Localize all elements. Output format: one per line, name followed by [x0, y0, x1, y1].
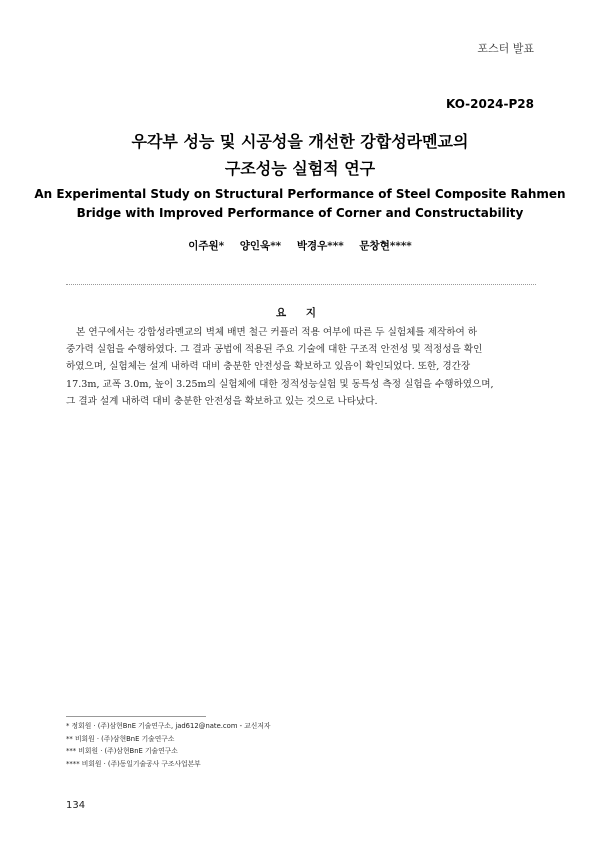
page-number: 134: [66, 800, 86, 811]
abstract-heading: 요 지: [276, 307, 324, 319]
footnote: *** 비회원 · (주)삼현BnE 기술연구소: [66, 747, 178, 756]
footnote: ** 비회원 · (주)삼현BnE 기술연구소: [66, 734, 175, 743]
title-korean-line: 구조성능 실험적 연구: [224, 159, 376, 178]
paper-code: KO-2024-P28: [445, 97, 534, 111]
divider: [66, 284, 536, 285]
author: 양인욱**: [239, 240, 282, 252]
title-english: [0, 185, 600, 223]
footnote: * 정회원 · (주)삼현BnE 기술연구소, jad612@nate.com - 교신저자: [66, 722, 271, 730]
author: 박경우***: [296, 240, 344, 252]
abstract-body: [66, 324, 536, 410]
title-korean: [0, 128, 600, 182]
footnote-divider: [66, 716, 206, 717]
title-english-line: An Experimental Study on Structural Performance of Steel Composite Rahmen: [34, 187, 566, 201]
title-korean-line: 우각부 성능 및 시공성을 개선한 강합성라멘교의: [131, 132, 469, 151]
abstract-line: 그 결과 설계 내하력 대비 충분한 안전성을 확보하고 있는 것으로 나타났다.: [66, 395, 378, 407]
title-english-line: Bridge with Improved Performance of Corner and Constructability: [76, 206, 524, 220]
abstract-line: 17.3m, 교폭 3.0m, 높이 3.25m의 실험체에 대한 정적성능실험 및 동특성 측정 실험을 수행하였으며,: [66, 378, 494, 390]
section-label: 포스터 발표: [477, 42, 534, 55]
author-list: [0, 238, 600, 253]
abstract-line: 본 연구에서는 강합성라멘교의 벽체 배면 철근 커플러 적용 여부에 따른 두 실험체를 제작하여 하: [76, 327, 478, 338]
author: 이주원*: [188, 240, 225, 252]
footnotes: [66, 720, 271, 770]
abstract-line: 하였으며, 실험체는 설계 내하력 대비 충분한 안전성을 확보하고 있음이 확인되었다. 또한, 경간장: [66, 361, 471, 373]
author: 문창현****: [359, 240, 412, 252]
footnote: **** 비회원 · (주)동일기술공사 구조사업본부: [66, 759, 201, 768]
abstract-line: 중가력 실험을 수행하였다. 그 결과 공법에 적용된 주요 기술에 대한 구조적 안전성 및 적정성을 확인: [66, 344, 483, 356]
